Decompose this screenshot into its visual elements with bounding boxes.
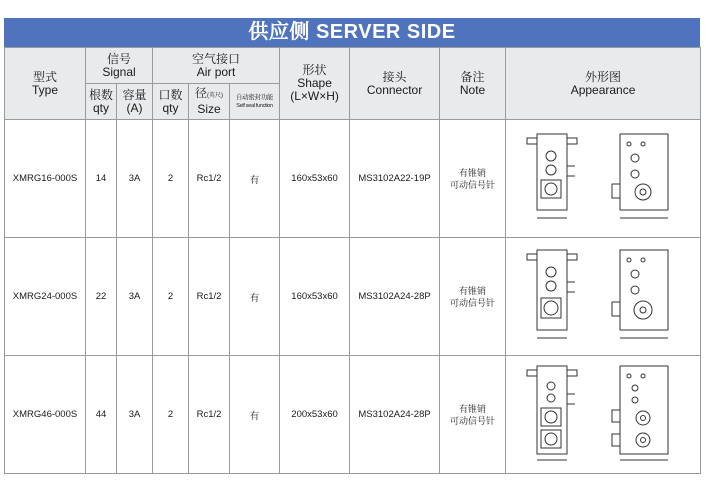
port-qty-cell: 2 (153, 120, 189, 238)
header-signal: 信号 Signal (86, 48, 153, 84)
capacity-cell: 3A (117, 356, 153, 474)
appearance-drawing (506, 238, 701, 356)
self-seal-cell: 有 (230, 356, 280, 474)
table-row (5, 120, 701, 238)
appearance-drawing (506, 356, 701, 474)
page-banner: 供应侧 SERVER SIDE (4, 18, 700, 47)
type-cell: XMRG46-000S (5, 356, 86, 474)
shape-cell: 160x53x60 (280, 120, 350, 238)
note-cell: 有锥销 可动信号针 (440, 120, 506, 238)
size-cell: Rc1/2 (189, 238, 230, 356)
header-note: 备注 Note (440, 48, 506, 120)
header-shape: 形状 Shape (L×W×H) (280, 48, 350, 120)
capacity-cell: 3A (117, 238, 153, 356)
connector-cell: MS3102A22-19P (350, 120, 440, 238)
self-seal-cell: 有 (230, 120, 280, 238)
spec-table (4, 47, 701, 474)
table-row (5, 238, 701, 356)
note-cell: 有锥销 可动信号针 (440, 238, 506, 356)
self-seal-cell: 有 (230, 238, 280, 356)
connector-cell: MS3102A24-28P (350, 238, 440, 356)
header-connector: 接头 Connector (350, 48, 440, 120)
shape-cell: 160x53x60 (280, 238, 350, 356)
table-row (5, 356, 701, 474)
size-cell: Rc1/2 (189, 356, 230, 474)
port-qty-cell: 2 (153, 238, 189, 356)
connector-cell: MS3102A24-28P (350, 356, 440, 474)
type-cell: XMRG16-000S (5, 120, 86, 238)
port-qty-cell: 2 (153, 356, 189, 474)
appearance-drawing-3 (517, 362, 689, 468)
header-size: 径(英尺) Size (189, 84, 230, 120)
qty-cell: 22 (86, 238, 117, 356)
qty-cell: 44 (86, 356, 117, 474)
qty-cell: 14 (86, 120, 117, 238)
header-appearance: 外形图 Appearance (506, 48, 701, 120)
shape-cell: 200x53x60 (280, 356, 350, 474)
header-type: 型式 Type (5, 48, 86, 120)
header-air-port: 空气接口 Air port (153, 48, 280, 84)
appearance-drawing-1 (517, 126, 689, 232)
appearance-drawing-2 (517, 244, 689, 350)
header-count: 根数 qty (86, 84, 117, 120)
capacity-cell: 3A (117, 120, 153, 238)
appearance-drawing (506, 120, 701, 238)
header-capacity: 容量 (A) (117, 84, 153, 120)
type-cell: XMRG24-000S (5, 238, 86, 356)
note-cell: 有锥销 可动信号针 (440, 356, 506, 474)
size-cell: Rc1/2 (189, 120, 230, 238)
header-port-qty: 口数 qty (153, 84, 189, 120)
header-self-seal: 自动密封功能 Self seal function (230, 84, 280, 120)
